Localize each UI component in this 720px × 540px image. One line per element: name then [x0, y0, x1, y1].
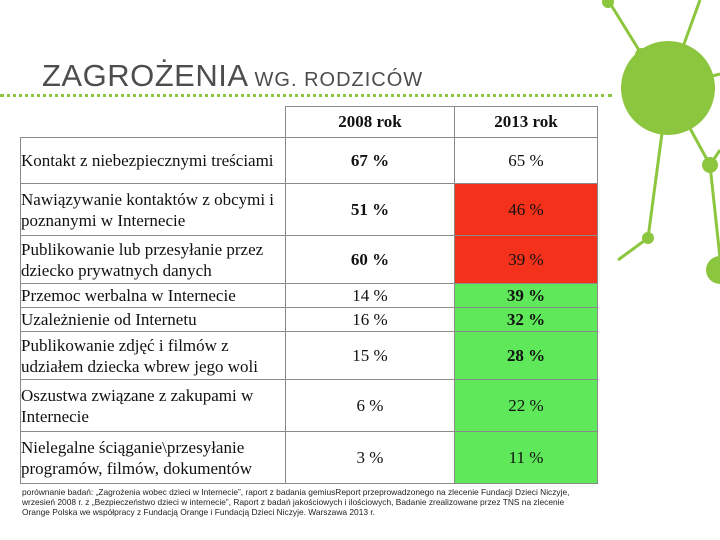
table-row: [21, 184, 598, 236]
threats-table: [20, 106, 598, 484]
value-2008: 16 %: [286, 308, 455, 332]
header-2013: 2013 rok: [455, 107, 598, 138]
table-header-row: [21, 107, 598, 138]
table-row: [21, 284, 598, 308]
table-row: [21, 332, 598, 380]
value-2013: 28 %: [455, 332, 598, 380]
header-empty: [21, 107, 286, 138]
title-divider: [0, 94, 612, 97]
value-2008: 51 %: [286, 184, 455, 236]
value-2013: 39 %: [455, 236, 598, 284]
value-2008: 6 %: [286, 380, 455, 432]
table-row: [21, 236, 598, 284]
table-row: [21, 308, 598, 332]
row-label: Kontakt z niebezpiecznymi treściami: [21, 138, 286, 184]
row-label: Publikowanie zdjęć i filmów z udziałem dziecka wbrew jego woli: [21, 332, 286, 380]
value-2013: 65 %: [455, 138, 598, 184]
source-note: porównanie badań: „Zagrożenia wobec dzieci w Internecie”, raport z badania gemiusReport przeprowadzonego na zlecenie Fundacji Dzieci Niczyje, wrzesień 2008 r. z „Bezpieczeństwo dzieci w internecie”, Raport z badań jakościowych i ilościowych, Badanie zrealizowane przez TNS na zlecenie Orange Polska we współpracy z Fundacją Orange i Fundacją Dzieci Niczyje. Warszawa 2013 r.: [22, 487, 570, 517]
header-2008: 2008 rok: [286, 107, 455, 138]
row-label: Przemoc werbalna w Internecie: [21, 284, 286, 308]
table-row: [21, 138, 598, 184]
value-2008: 15 %: [286, 332, 455, 380]
value-2008: 67 %: [286, 138, 455, 184]
value-2013: 32 %: [455, 308, 598, 332]
value-2013: 22 %: [455, 380, 598, 432]
value-2008: 60 %: [286, 236, 455, 284]
value-2008: 14 %: [286, 284, 455, 308]
row-label: Uzależnienie od Internetu: [21, 308, 286, 332]
row-label: Nielegalne ściąganie\przesyłanie programów, filmów, dokumentów: [21, 432, 286, 484]
table-row: [21, 380, 598, 432]
row-label: Oszustwa związane z zakupami w Internecie: [21, 380, 286, 432]
row-label: Publikowanie lub przesyłanie przez dziecko prywatnych danych: [21, 236, 286, 284]
slide-title: [42, 58, 423, 94]
value-2013: 46 %: [455, 184, 598, 236]
title-main: ZAGROŻENIA: [42, 58, 249, 93]
row-label: Nawiązywanie kontaktów z obcymi i poznanymi w Internecie: [21, 184, 286, 236]
title-sub: WG. RODZICÓW: [254, 69, 424, 91]
value-2013: 11 %: [455, 432, 598, 484]
value-2008: 3 %: [286, 432, 455, 484]
table-row: [21, 432, 598, 484]
value-2013: 39 %: [455, 284, 598, 308]
